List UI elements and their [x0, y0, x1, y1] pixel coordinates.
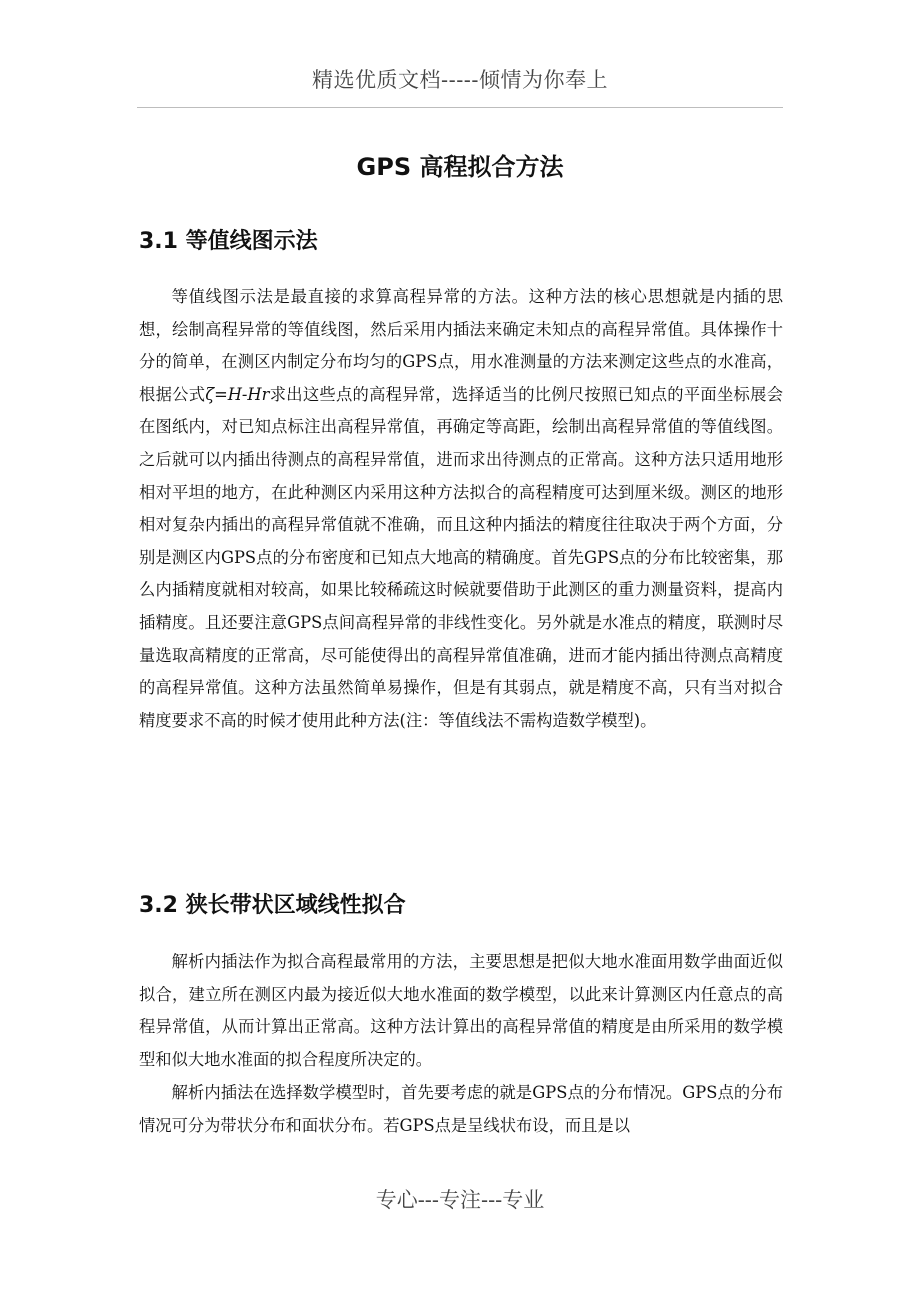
- document-title: GPS 高程拟合方法: [356, 153, 564, 181]
- running-header: 精选优质文档-----倾情为你奉上: [312, 68, 608, 92]
- section-3-2-paragraph-2: 解析内插法在选择数学模型时，首先要考虑的就是GPS点的分布情况。GPS点的分布情况可分为带状分布和面状分布。若GPS点是呈线状布设，而且是以: [139, 1083, 783, 1135]
- paragraph-text-after-formula: 求出这些点的高程异常，选择适当的比例尺按照已知点的平面坐标展会在图纸内，对已知点标注出高程异常值，再确定等高距，绘制出高程异常值的等值线图。之后就可以内插出待测点的高程异常值，进而求出待测点的正常高。这种方法只适用地形相对平坦的地方，在此种测区内采用这种方法拟合的高程精度可达到厘米级。测区的地形相对复杂内插出的高程异常值就不准确，而且这种内插法的精度往往取决于两个方面，分别是测区内GPS点的分布密度和已知点大地高的精确度。首先GPS点的分布比较密集，那么内插精度就相对较高，如果比较稀疏这时候就要借助于此测区的重力测量资料，提高内插精度。且还要注意GPS点间高程异常的非线性变化。另外就是水准点的精度，联测时尽量选取高精度的正常高，尽可能使得出的高程异常值准确，进而才能内插出待测点高精度的高程异常值。这种方法虽然简单易操作，但是有其弱点，就是精度不高，只有当对拟合精度要求不高的时候才使用此种方法(注：等值线法不需构造数学模型)。: [139, 384, 783, 730]
- section-3-1-paragraph: [139, 281, 783, 737]
- paragraph-text-before-formula: 等值线图示法是最直接的求算高程异常的方法。这种方法的核心思想就是内插的思想，绘制高程异常的等值线图，然后采用内插法来确定未知点的高程异常值。具体操作十分的简单，在测区内制定分布均匀的GPS点，用水准测量的方法来测定这些点的水准高，根据公式: [139, 287, 783, 404]
- section-heading-3-1: 3.1 等值线图示法: [139, 229, 318, 254]
- section-3-2-paragraph-1: 解析内插法作为拟合高程最常用的方法，主要思想是把似大地水准面用数学曲面近似拟合，建立所在测区内最为接近似大地水准面的数学模型，以此来计算测区内任意点的高程异常值，从而计算出正常高。这种方法计算出的高程异常值的精度是由所采用的数学模型和似大地水准面的拟合程度所决定的。: [139, 952, 783, 1069]
- section-heading-3-2: 3.2 狭长带状区域线性拟合: [139, 893, 406, 918]
- header-divider: [137, 107, 783, 108]
- formula-zeta: ζ=H-Hr: [205, 384, 270, 404]
- running-footer: 专心---专注---专业: [375, 1188, 545, 1212]
